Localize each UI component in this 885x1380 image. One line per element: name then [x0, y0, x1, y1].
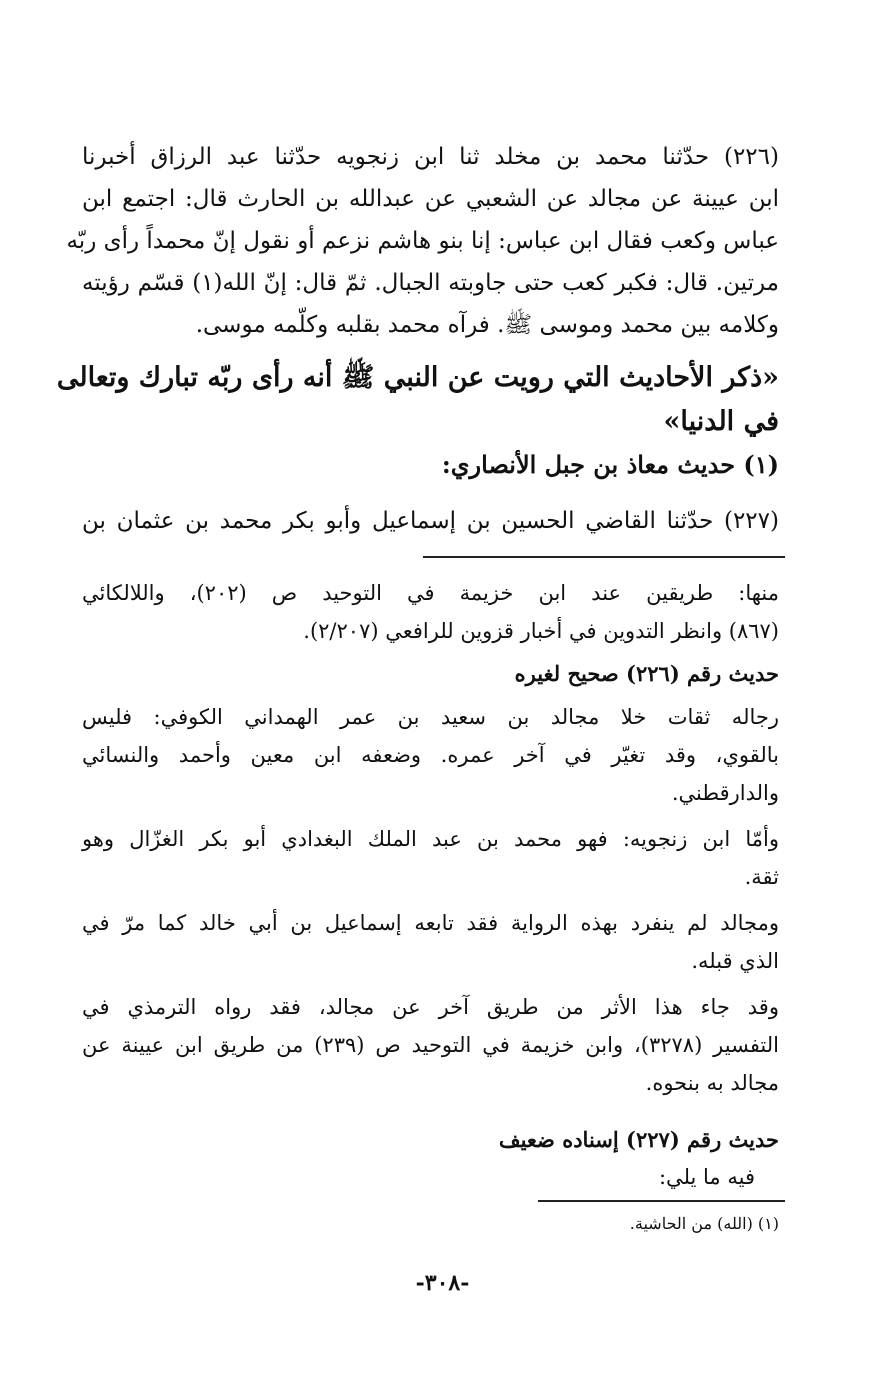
footnote: (١) (الله) من الحاشية.	[629, 1214, 779, 1233]
para2-line-1: وأمّا ابن زنجويه: فهو محمد بن عبد الملك البغدادي أبو بكر الغزّال وهو	[82, 827, 779, 851]
grade-226-heading: حديث رقم (٢٢٦) صحيح لغيره	[514, 661, 779, 686]
subheading-muadh: (١) حديث معاذ بن جبل الأنصاري:	[441, 450, 779, 479]
para3-line-2: الذي قبله.	[691, 949, 779, 973]
hadith-226-line-4: مرتين. قال: فكبر كعب حتى جاوبته الجبال. ثمّ قال: إنّ الله(١) قسّم رؤيته	[82, 270, 779, 296]
hadith-226-line-1: (٢٢٦) حدّثنا محمد بن مخلد ثنا ابن زنجويه حدّثنا عبد الرزاق أخبرنا	[82, 144, 779, 170]
para4-line-3: مجالد به بنحوه.	[645, 1071, 779, 1095]
para4-line-2: التفسير (٣٢٧٨)، وابن خزيمة في التوحيد ص (٢٣٩) من طريق ابن عيينة عن	[82, 1033, 780, 1057]
para2-line-2: ثقة.	[744, 865, 779, 889]
footnote-separator	[538, 1200, 785, 1202]
para3-line-1: ومجالد لم ينفرد بهذه الرواية فقد تابعه إسماعيل بن أبي خالد كما مرّ في	[82, 911, 779, 935]
section-heading-line-2: في الدنيا»	[663, 406, 779, 437]
hadith-226-line-2: ابن عيينة عن مجالد عن الشعبي عن عبدالله بن الحارث قال: اجتمع ابن	[82, 186, 779, 212]
section-heading-line-1: «ذكر الأحاديث التي رويت عن النبي ﷺ أنه رأى ربّه تبارك وتعالى	[56, 362, 779, 393]
para1-line-2: بالقوي، وقد تغيّر في آخر عمره. وضعفه ابن معين وأحمد والنسائي	[82, 743, 779, 767]
intro-line: فيه ما يلي:	[658, 1165, 755, 1189]
commentary-line-2: (٨٦٧) وانظر التدوين في أخبار قزوين للرافعي (٢/٢٠٧).	[303, 619, 779, 643]
grade-227-heading: حديث رقم (٢٢٧) إسناده ضعيف	[498, 1127, 779, 1152]
hadith-226-line-3: عباس وكعب فقال ابن عباس: إنا بنو هاشم نزعم أو نقول إنّ محمداً رأى ربّه	[66, 228, 779, 254]
commentary-separator	[423, 556, 785, 558]
commentary-line-1: منها: طريقين عند ابن خزيمة في التوحيد ص (٢٠٢)، واللالكائي	[82, 581, 779, 605]
hadith-226-line-5: وكلامه بين محمد وموسى ﷺ. فرآه محمد بقلبه وكلّمه موسى.	[195, 312, 779, 338]
para1-line-3: والدارقطني.	[671, 781, 779, 805]
hadith-227-line: (٢٢٧) حدّثنا القاضي الحسين بن إسماعيل وأبو بكر محمد بن عثمان بن	[82, 508, 779, 534]
para4-line-1: وقد جاء هذا الأثر من طريق آخر عن مجالد، فقد رواه الترمذي في	[82, 995, 779, 1019]
page-number: -٣٠٨-	[415, 1270, 470, 1296]
para1-line-1: رجاله ثقات خلا مجالد بن سعيد بن عمر الهمداني الكوفي: فليس	[82, 705, 779, 729]
